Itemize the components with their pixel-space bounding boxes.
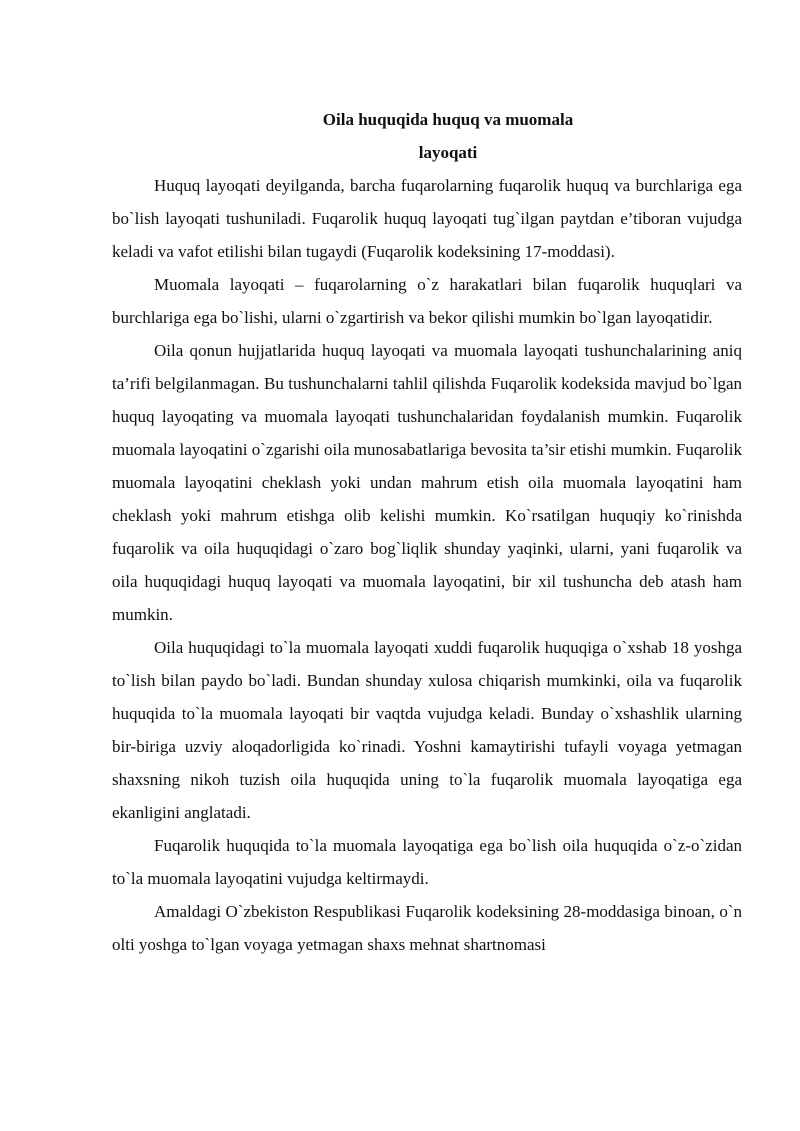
paragraph-oila-qonun-hujjatlari: Oila qonun hujjatlarida huquq layoqati va muomala layoqati tushunchalarining aniq ta’rifi belgilanmagan. Bu tushunchalarni tahlil qilishda Fuqarolik kodeksida mavjud bo`lgan huquq layoqating va muomala layoqati tushunchalaridan foydalanish mumkin. Fuqarolik muomala layoqatini o`zgarishi oila munosabatlariga bevosita ta’sir etishi mumkin. Fuqarolik muomala layoqatini cheklash yoki undan mahrum etish oila muomala layoqatini ham cheklash yoki mahrum etishga olib kelishi mumkin. Ko`rsatilgan huquqiy ko`rinishda fuqarolik va oila huquqidagi o`zaro bog`liqlik shunday yaqinki, ularni, yani fuqarolik va oila huquqidagi huquq layoqati va muomala layoqatini, bir xil tushuncha deb atash ham mumkin. xyxy=(112,341,742,624)
document-title-line-2: layoqati xyxy=(418,143,478,162)
document-title-line-1: Oila huquqida huquq va muomala xyxy=(322,110,574,129)
paragraph-fuqarolik-huquqida: Fuqarolik huquqida to`la muomala layoqatiga ega bo`lish oila huquqida o`z-o`zidan to`la muomala layoqatini vujudga keltirmaydi. xyxy=(112,836,742,888)
paragraph-tola-muomala-layoqati: Oila huquqidagi to`la muomala layoqati xuddi fuqarolik huquqiga o`xshab 18 yoshga to`lish bilan paydo bo`ladi. Bundan shunday xulosa chiqarish mumkinki, oila va fuqarolik huquqida to`la muomala layoqati bir vaqtda vujudga keladi. Bunday o`xshashlik ularning bir-biriga uzviy aloqadorligida ko`rinadi. Yoshni kamaytirishi tufayli voyaga yetmagan shaxsning nikoh tuzish oila huquqida uning to`la fuqarolik muomala layoqatiga ega ekanligini anglatadi. xyxy=(112,638,742,822)
document-page xyxy=(112,103,742,961)
paragraph-huquq-layoqati: Huquq layoqati deyilganda, barcha fuqarolarning fuqarolik huquq va burchlariga ega bo`lish layoqati tushuniladi. Fuqarolik huquq layoqati tug`ilgan paytdan e’tiboran vujudga keladi va vafot etilishi bilan tugaydi (Fuqarolik kodeksining 17-moddasi). xyxy=(112,176,742,261)
paragraph-muomala-layoqati: Muomala layoqati – fuqarolarning o`z harakatlari bilan fuqarolik huquqlari va burchlariga ega bo`lishi, ularni o`zgartirish va bekor qilishi mumkin bo`lgan layoqatidir. xyxy=(112,275,742,327)
paragraph-amaldagi-kodeks: Amaldagi O`zbekiston Respublikasi Fuqarolik kodeksining 28-moddasiga binoan, o`n olti yoshga to`lgan voyaga yetmagan shaxs mehnat shartnomasi xyxy=(112,902,742,954)
